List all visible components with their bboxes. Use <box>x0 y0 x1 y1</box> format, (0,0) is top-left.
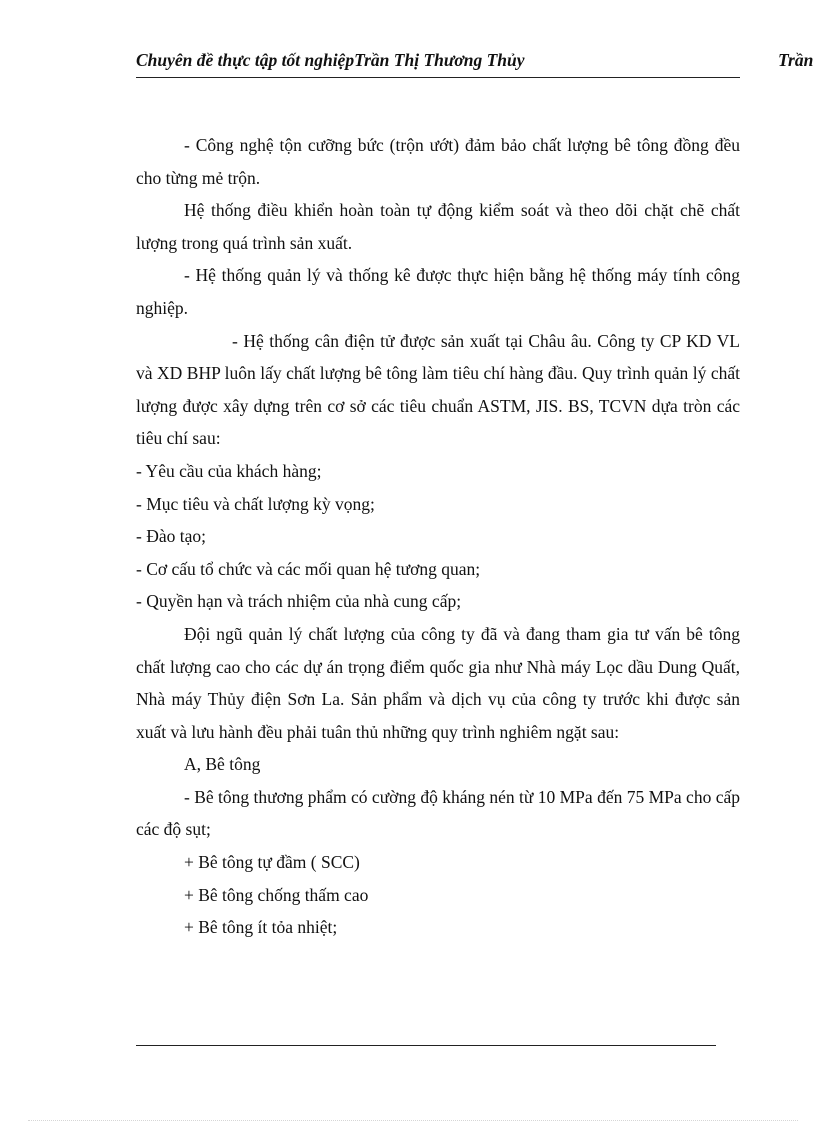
paragraph: - Hệ thống quản lý và thống kê được thực hiện bằng hệ thống máy tính công nghiệp. <box>136 265 740 318</box>
section-heading: A, Bê tông <box>184 754 261 775</box>
list-item: + Bê tông chống thấm cao <box>184 884 369 905</box>
document-body <box>136 129 740 944</box>
list-item: - Đào tạo; <box>136 526 206 547</box>
paragraph: - Hệ thống cân điện tử được sản xuất tại Châu âu. Công ty CP KD VL và XD BHP luôn lấy chất lượng bê tông làm tiêu chí hàng đầu. Quy trình quản lý chất lượng được xây dựng trên cơ sở các tiêu chuẩn ASTM, JIS. BS, TCVN dựa tròn các tiêu chí sau: <box>136 330 740 449</box>
list-item: - Mục tiêu và chất lượng kỳ vọng; <box>136 493 375 514</box>
paragraph: Hệ thống điều khiển hoàn toàn tự động kiểm soát và theo dõi chặt chẽ chất lượng trong quá trình sản xuất. <box>136 200 740 253</box>
paragraph: - Công nghệ tộn cưỡng bức (trộn ướt) đảm bảo chất lượng bê tông đồng đều cho từng mẻ trộn. <box>136 135 740 188</box>
list-item: + Bê tông tự đầm ( SCC) <box>184 852 360 873</box>
paragraph: Đội ngũ quản lý chất lượng của công ty đã và đang tham gia tư vấn bê tông chất lượng cao cho các dự án trọng điểm quốc gia như Nhà máy Lọc dầu Dung Quất, Nhà máy Thủy điện Sơn La. Sản phẩm và dịch vụ của công ty trước khi được sản xuất và lưu hành đều phải tuân thủ những quy trình nghiêm ngặt sau: <box>136 623 740 742</box>
list-item: + Bê tông ít tỏa nhiệt; <box>184 917 338 938</box>
page-edge-divider <box>28 1120 798 1121</box>
list-item: - Quyền hạn và trách nhiệm của nhà cung cấp; <box>136 591 462 612</box>
page-header <box>136 50 816 76</box>
header-author-overflow: Trần <box>778 50 814 70</box>
footer-rule <box>136 1045 716 1046</box>
header-rule <box>136 77 740 78</box>
paragraph: - Bê tông thương phẩm có cường độ kháng nén từ 10 MPa đến 75 MPa cho cấp các độ sụt; <box>136 786 740 840</box>
list-item: - Cơ cấu tổ chức và các mối quan hệ tương quan; <box>136 558 481 579</box>
list-item: - Yêu cầu của khách hàng; <box>136 460 322 481</box>
header-title: Chuyên đề thực tập tốt nghiệpTrần Thị Thương Thủy <box>136 50 525 70</box>
